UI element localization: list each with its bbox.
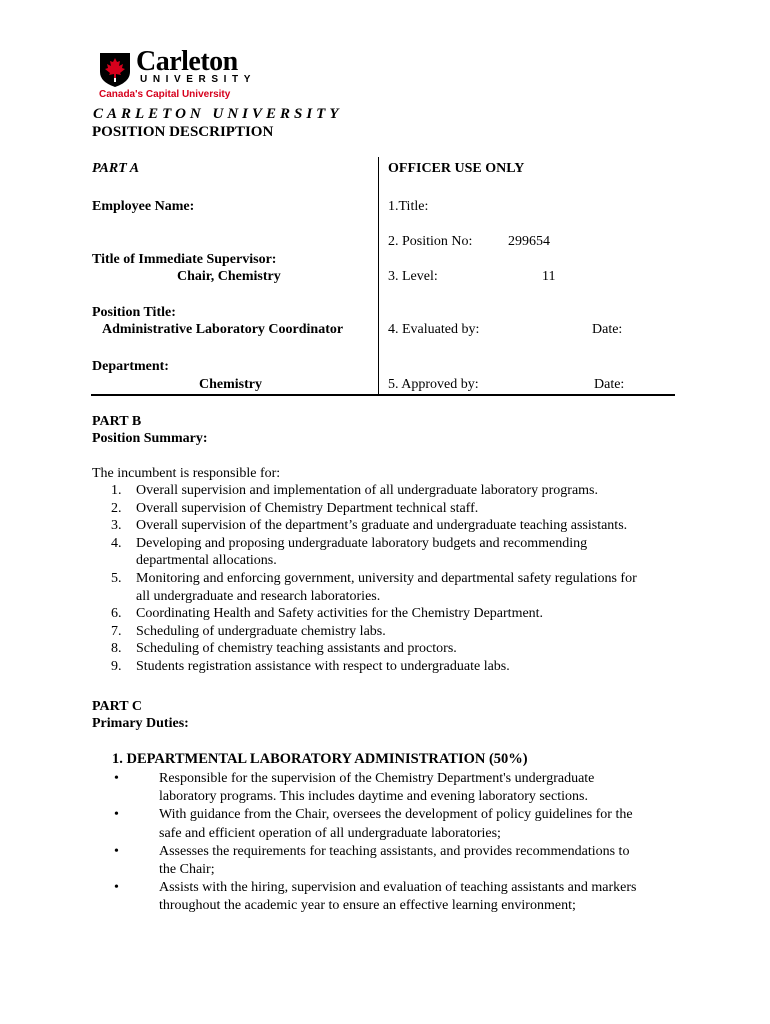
supervisor-label: Title of Immediate Supervisor:: [92, 252, 277, 267]
primary-duties-heading: Primary Duties:: [92, 716, 189, 731]
department-label: Department:: [92, 359, 169, 374]
summary-item: [92, 500, 692, 518]
department-value: Chemistry: [199, 377, 262, 392]
bullet-icon: •: [114, 771, 119, 786]
summary-item-number: 7.: [111, 623, 122, 639]
employee-name-label: Employee Name:: [92, 199, 195, 214]
summary-item-text: Developing and proposing undergraduate laboratory budgets and recommending: [136, 535, 588, 551]
logo-wordmark: Carleton: [136, 46, 238, 77]
summary-item-number: 4.: [111, 535, 122, 551]
duty-bullet-item: [112, 770, 687, 806]
duty-bullet-text: safe and efficient operation of all undergraduate laboratories;: [159, 825, 501, 841]
supervisor-value: Chair, Chemistry: [177, 269, 281, 284]
position-title-value: Administrative Laboratory Coordinator: [102, 322, 344, 337]
duty-bullet-item: [112, 879, 687, 915]
position-title-label: Position Title:: [92, 305, 176, 320]
summary-item-text: Coordinating Health and Safety activities for the Chemistry Department.: [136, 606, 544, 622]
summary-item-text: Scheduling of chemistry teaching assistants and proctors.: [136, 641, 457, 657]
bullet-icon: •: [114, 807, 119, 823]
part-c-heading: PART C: [92, 699, 142, 714]
level-label: 3. Level:: [388, 269, 438, 284]
level-value: 11: [542, 269, 556, 284]
duty-bullet-list: [112, 770, 687, 916]
summary-item-text: Monitoring and enforcing government, university and departmental safety regulations for: [136, 570, 637, 586]
position-summary-heading: Position Summary:: [92, 431, 208, 446]
summary-item-text: Scheduling of undergraduate chemistry labs.: [136, 623, 386, 639]
summary-item-number: 3.: [111, 518, 122, 534]
summary-item-number: 9.: [111, 658, 122, 674]
summary-item-text: departmental allocations.: [136, 553, 277, 569]
summary-item-number: 1.: [111, 483, 122, 498]
summary-item-text: Students registration assistance with respect to undergraduate labs.: [136, 658, 510, 674]
approved-by-label: 5. Approved by:: [388, 377, 479, 392]
approved-date-label: Date:: [594, 377, 625, 392]
bullet-icon: •: [114, 880, 119, 896]
summary-item: [92, 658, 692, 676]
bullet-icon: •: [114, 843, 119, 859]
summary-item-number: 5.: [111, 570, 122, 586]
document-title: CARLETON UNIVERSITY: [93, 106, 343, 122]
part-a-heading: PART A: [92, 161, 140, 176]
part-b-heading: PART B: [92, 414, 142, 429]
summary-item-text: Overall supervision of the department’s graduate and undergraduate teaching assistants.: [136, 518, 628, 534]
carleton-logo: [99, 48, 259, 104]
summary-item: [92, 640, 692, 658]
summary-item: [92, 482, 692, 500]
duty-bullet-text: the Chair;: [159, 862, 215, 878]
officer-title-label: 1.Title:: [388, 199, 429, 214]
evaluated-by-label: 4. Evaluated by:: [388, 322, 480, 337]
logo-tagline: Canada's Capital University: [99, 89, 231, 100]
evaluated-date-label: Date:: [592, 322, 623, 337]
duty-bullet-text: Assists with the hiring, supervision and evaluation of teaching assistants and markers: [159, 880, 637, 896]
position-no-value: 299654: [508, 234, 550, 249]
officer-use-heading: OFFICER USE ONLY: [388, 161, 525, 176]
duty-bullet-item: [112, 843, 687, 879]
summary-item-number: 6.: [111, 606, 122, 622]
summary-item-number: 2.: [111, 500, 122, 516]
duty-bullet-text: laboratory programs. This includes daytime and evening laboratory sections.: [159, 789, 588, 805]
summary-item: [92, 623, 692, 641]
logo-university: UNIVERSITY: [140, 74, 257, 85]
duty-bullet-text: throughout the academic year to ensure an effective learning environment;: [159, 898, 576, 914]
duty-bullet-text: Assesses the requirements for teaching assistants, and provides recommendations to: [159, 843, 630, 859]
duty-section-heading: 1. DEPARTMENTAL LABORATORY ADMINISTRATION (50%): [112, 751, 528, 767]
summary-item: [92, 535, 692, 570]
duty-bullet-text: With guidance from the Chair, oversees the development of policy guidelines for the: [159, 807, 633, 823]
summary-item: [92, 517, 692, 535]
summary-intro: The incumbent is responsible for:: [92, 466, 281, 481]
summary-item-text: Overall supervision and implementation of all undergraduate laboratory programs.: [136, 483, 598, 498]
summary-item: [92, 605, 692, 623]
section-divider: [91, 394, 675, 396]
duty-bullet-text: Responsible for the supervision of the Chemistry Department's undergraduate: [159, 771, 595, 786]
summary-item-number: 8.: [111, 641, 122, 657]
summary-item-text: all undergraduate and research laboratories.: [136, 588, 381, 604]
column-divider: [378, 157, 379, 394]
shield-maple-leaf-icon: [99, 52, 131, 88]
position-summary-list: [92, 482, 692, 676]
position-no-label: 2. Position No:: [388, 234, 473, 249]
duty-bullet-item: [112, 806, 687, 842]
summary-item-text: Overall supervision of Chemistry Department technical staff.: [136, 500, 479, 516]
summary-item: [92, 570, 692, 605]
document-subtitle: POSITION DESCRIPTION: [92, 124, 274, 140]
